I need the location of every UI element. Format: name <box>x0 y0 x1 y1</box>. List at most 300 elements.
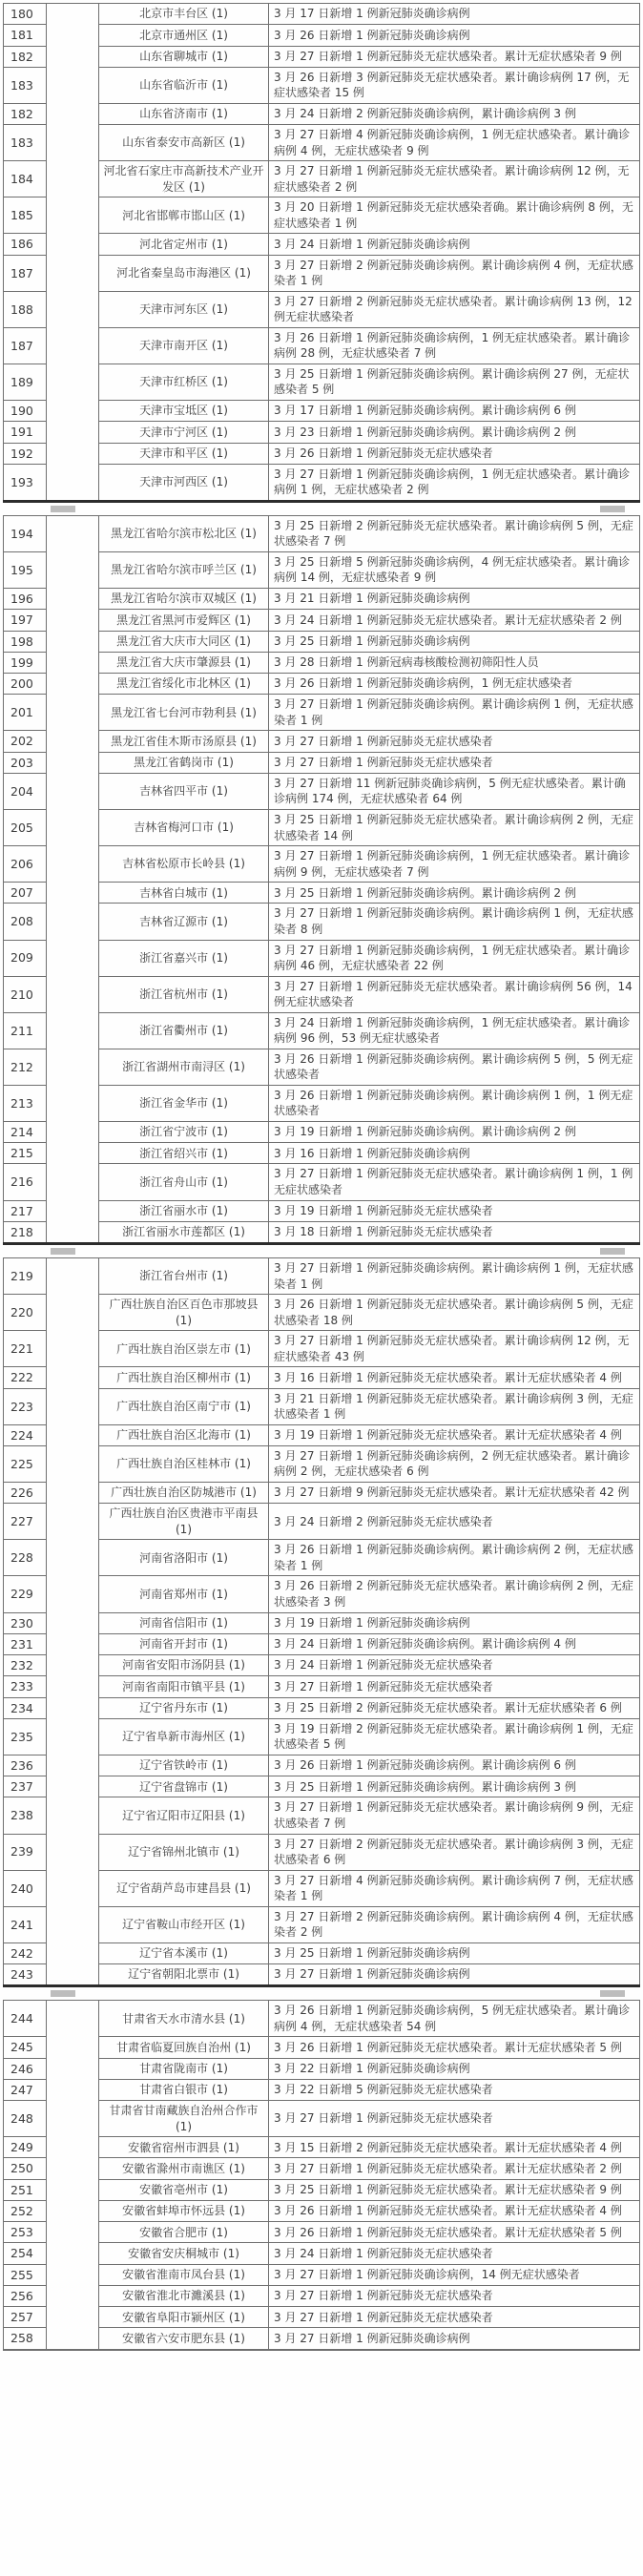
table-row <box>4 2200 640 2221</box>
location-cell: 黑龙江省大庆市肇源县 (1) <box>99 652 269 673</box>
table-row <box>4 940 640 976</box>
table-row <box>4 103 640 124</box>
spacer-cell <box>47 2200 99 2221</box>
detail-cell: 3 月 25 日新增 1 例新冠肺炎无症状感染者。累计无症状感染者 9 例 <box>269 2179 640 2200</box>
location-cell: 浙江省湖州市南浔区 (1) <box>99 1049 269 1085</box>
location-cell: 安徽省淮北市濉溪县 (1) <box>99 2285 269 2306</box>
detail-cell: 3 月 27 日新增 1 例新冠肺炎无症状感染者 <box>269 2285 640 2306</box>
table-row <box>4 2222 640 2243</box>
location-cell: 天津市红桥区 (1) <box>99 364 269 400</box>
row-number-cell: 217 <box>4 1200 47 1221</box>
table-row <box>4 589 640 610</box>
detail-cell: 3 月 23 日新增 1 例新冠肺炎确诊病例。累计确诊病例 2 例 <box>269 422 640 443</box>
spacer-cell <box>47 1540 99 1576</box>
detail-cell: 3 月 16 日新增 1 例新冠肺炎确诊病例 <box>269 1143 640 1164</box>
location-cell: 浙江省宁波市 (1) <box>99 1121 269 1142</box>
detail-cell: 3 月 17 日新增 1 例新冠肺炎确诊病例 <box>269 4 640 25</box>
detail-cell: 3 月 26 日新增 1 例新冠肺炎确诊病例。累计确诊病例 5 例，5 例无症状感染者 <box>269 1049 640 1085</box>
row-number-cell: 191 <box>4 422 47 443</box>
spacer-cell <box>47 1755 99 1776</box>
location-cell: 天津市宁河区 (1) <box>99 422 269 443</box>
location-cell: 河北省秦皇岛市海港区 (1) <box>99 255 269 291</box>
location-cell: 广西壮族自治区贵港市平南县 (1) <box>99 1504 269 1540</box>
location-cell: 辽宁省丹东市 (1) <box>99 1697 269 1718</box>
spacer-cell <box>47 464 99 501</box>
break-handle-right-icon <box>600 506 625 512</box>
table-row <box>4 1942 640 1963</box>
spacer-cell <box>47 1367 99 1388</box>
row-number-cell: 234 <box>4 1697 47 1718</box>
location-cell: 山东省聊城市 (1) <box>99 46 269 67</box>
section-page-break <box>3 1987 640 2000</box>
detail-cell: 3 月 24 日新增 1 例新冠肺炎确诊病例，1 例无症状感染者。累计确诊病例 96 例，53 例无症状感染者 <box>269 1012 640 1049</box>
table-row <box>4 1164 640 1200</box>
table-row <box>4 197 640 234</box>
table-row <box>4 1776 640 1797</box>
table-row <box>4 4 640 25</box>
table-row <box>4 2158 640 2179</box>
location-cell: 河南省信阳市 (1) <box>99 1612 269 1633</box>
location-cell: 甘肃省陇南市 (1) <box>99 2058 269 2079</box>
table-row <box>4 2001 640 2037</box>
spacer-cell <box>47 695 99 731</box>
location-cell: 天津市河西区 (1) <box>99 464 269 501</box>
table-row <box>4 327 640 364</box>
detail-cell: 3 月 25 日新增 2 例新冠肺炎无症状感染者。累计无症状感染者 6 例 <box>269 1697 640 1718</box>
location-cell: 广西壮族自治区防城港市 (1) <box>99 1483 269 1504</box>
spacer-cell <box>47 2179 99 2200</box>
table-row <box>4 161 640 197</box>
detail-cell: 3 月 21 日新增 1 例新冠肺炎无症状感染者。累计确诊病例 3 例，无症状感染者 1 例 <box>269 1388 640 1424</box>
location-cell: 北京市通州区 (1) <box>99 25 269 46</box>
table-row <box>4 610 640 631</box>
detail-cell: 3 月 27 日新增 9 例新冠肺炎无症状感染者。累计无症状感染者 42 例 <box>269 1483 640 1504</box>
row-number-cell: 221 <box>4 1331 47 1367</box>
table-row <box>4 1964 640 1986</box>
detail-cell: 3 月 26 日新增 1 例新冠肺炎确诊病例。累计确诊病例 1 例，1 例无症状感染者 <box>269 1085 640 1121</box>
detail-cell: 3 月 19 日新增 1 例新冠肺炎无症状感染者。累计无症状感染者 4 例 <box>269 1424 640 1445</box>
table-row <box>4 1576 640 1612</box>
break-handle-left-icon <box>51 1248 75 1255</box>
detail-cell: 3 月 27 日新增 4 例新冠肺炎确诊病例。累计确诊病例 7 例，无症状感染者 1 例 <box>269 1870 640 1906</box>
spacer-cell <box>47 1942 99 1963</box>
row-number-cell: 182 <box>4 103 47 124</box>
row-number-cell: 235 <box>4 1718 47 1755</box>
row-number-cell: 244 <box>4 2001 47 2037</box>
table-row <box>4 1718 640 1755</box>
row-number-cell: 189 <box>4 364 47 400</box>
location-cell: 河南省洛阳市 (1) <box>99 1540 269 1576</box>
detail-cell: 3 月 25 日新增 1 例新冠肺炎确诊病例。累计确诊病例 3 例 <box>269 1776 640 1797</box>
spacer-cell <box>47 1834 99 1870</box>
table-row <box>4 2264 640 2285</box>
table-row <box>4 731 640 752</box>
spacer-cell <box>47 67 99 103</box>
location-cell: 浙江省丽水市 (1) <box>99 1200 269 1221</box>
table-row <box>4 2137 640 2158</box>
spacer-cell <box>47 1483 99 1504</box>
spacer-cell <box>47 631 99 652</box>
location-cell: 甘肃省甘南藏族自治州合作市 (1) <box>99 2101 269 2137</box>
table-row <box>4 2285 640 2306</box>
detail-cell: 3 月 26 日新增 1 例新冠肺炎确诊病例，1 例无症状感染者 <box>269 674 640 695</box>
spacer-cell <box>47 1964 99 1986</box>
location-cell: 山东省济南市 (1) <box>99 103 269 124</box>
spacer-cell <box>47 2328 99 2350</box>
location-cell: 安徽省蚌埠市怀远县 (1) <box>99 2200 269 2221</box>
spacer-cell <box>47 1424 99 1445</box>
spacer-cell <box>47 1797 99 1834</box>
table-row <box>4 1504 640 1540</box>
row-number-cell: 257 <box>4 2307 47 2328</box>
location-cell: 安徽省宿州市泗县 (1) <box>99 2137 269 2158</box>
row-number-cell: 187 <box>4 327 47 364</box>
row-number-cell: 231 <box>4 1633 47 1654</box>
spacer-cell <box>47 752 99 773</box>
detail-cell: 3 月 27 日新增 1 例新冠肺炎无症状感染者 <box>269 2307 640 2328</box>
row-number-cell: 182 <box>4 46 47 67</box>
table-row <box>4 1258 640 1295</box>
detail-cell: 3 月 24 日新增 1 例新冠肺炎无症状感染者 <box>269 2243 640 2264</box>
row-number-cell: 194 <box>4 515 47 551</box>
spacer-cell <box>47 1121 99 1142</box>
detail-cell: 3 月 25 日新增 2 例新冠肺炎无症状感染者。累计确诊病例 5 例，无症状感染者 7 例 <box>269 515 640 551</box>
location-cell: 山东省泰安市高新区 (1) <box>99 125 269 161</box>
detail-cell: 3 月 25 日新增 1 例新冠肺炎确诊病例 <box>269 631 640 652</box>
location-cell: 天津市和平区 (1) <box>99 443 269 464</box>
spacer-cell <box>47 2079 99 2100</box>
row-number-cell: 219 <box>4 1258 47 1295</box>
location-cell: 黑龙江省绥化市北林区 (1) <box>99 674 269 695</box>
row-number-cell: 250 <box>4 2158 47 2179</box>
table-row <box>4 2101 640 2137</box>
spacer-cell <box>47 197 99 234</box>
row-number-cell: 223 <box>4 1388 47 1424</box>
detail-cell: 3 月 18 日新增 1 例新冠肺炎无症状感染者 <box>269 1221 640 1243</box>
table-row <box>4 1331 640 1367</box>
location-cell: 广西壮族自治区桂林市 (1) <box>99 1445 269 1482</box>
spacer-cell <box>47 652 99 673</box>
spacer-cell <box>47 674 99 695</box>
row-number-cell: 210 <box>4 976 47 1012</box>
location-cell: 辽宁省本溪市 (1) <box>99 1942 269 1963</box>
location-cell: 安徽省亳州市 (1) <box>99 2179 269 2200</box>
location-cell: 安徽省阜阳市颍州区 (1) <box>99 2307 269 2328</box>
detail-cell: 3 月 19 日新增 2 例新冠肺炎无症状感染者。累计确诊病例 1 例，无症状感染者 5 例 <box>269 1718 640 1755</box>
location-cell: 辽宁省鞍山市经开区 (1) <box>99 1906 269 1942</box>
detail-cell: 3 月 27 日新增 1 例新冠肺炎无症状感染者。累计确诊病例 1 例，1 例无症状感染者 <box>269 1164 640 1200</box>
spacer-cell <box>47 1906 99 1942</box>
row-number-cell: 195 <box>4 551 47 588</box>
detail-cell: 3 月 26 日新增 1 例新冠肺炎确诊病例。累计确诊病例 2 例，无症状感染者 1 例 <box>269 1540 640 1576</box>
location-cell: 黑龙江省哈尔滨市松北区 (1) <box>99 515 269 551</box>
location-cell: 浙江省金华市 (1) <box>99 1085 269 1121</box>
spacer-cell <box>47 1655 99 1676</box>
location-cell: 辽宁省盘锦市 (1) <box>99 1776 269 1797</box>
table-row <box>4 904 640 940</box>
spacer-cell <box>47 401 99 422</box>
location-cell: 吉林省松原市长岭县 (1) <box>99 846 269 883</box>
location-cell: 辽宁省葫芦岛市建昌县 (1) <box>99 1870 269 1906</box>
table-row <box>4 2179 640 2200</box>
spacer-cell <box>47 1200 99 1221</box>
spacer-cell <box>47 1012 99 1049</box>
row-number-cell: 246 <box>4 2058 47 2079</box>
section-page-break <box>3 1245 640 1257</box>
detail-cell: 3 月 27 日新增 1 例新冠肺炎确诊病例。累计确诊病例 1 例，无症状感染者 8 例 <box>269 904 640 940</box>
spacer-cell <box>47 1504 99 1540</box>
table-row <box>4 2058 640 2079</box>
location-cell: 广西壮族自治区百色市那坡县 (1) <box>99 1295 269 1331</box>
detail-cell: 3 月 17 日新增 1 例新冠肺炎确诊病例。累计确诊病例 6 例 <box>269 401 640 422</box>
table-row <box>4 125 640 161</box>
table-row <box>4 1612 640 1633</box>
location-cell: 广西壮族自治区北海市 (1) <box>99 1424 269 1445</box>
table-row <box>4 464 640 501</box>
location-cell: 黑龙江省鹤岗市 (1) <box>99 752 269 773</box>
detail-cell: 3 月 24 日新增 1 例新冠肺炎无症状感染者。累计无症状感染者 2 例 <box>269 610 640 631</box>
location-cell: 浙江省舟山市 (1) <box>99 1164 269 1200</box>
detail-cell: 3 月 27 日新增 11 例新冠肺炎确诊病例，5 例无症状感染者。累计确诊病例 174 例，无症状感染者 64 例 <box>269 773 640 809</box>
row-number-cell: 253 <box>4 2222 47 2243</box>
table-row <box>4 674 640 695</box>
row-number-cell: 236 <box>4 1755 47 1776</box>
table-row <box>4 695 640 731</box>
detail-cell: 3 月 26 日新增 1 例新冠肺炎无症状感染者。累计无症状感染者 4 例 <box>269 2200 640 2221</box>
location-cell: 天津市宝坻区 (1) <box>99 401 269 422</box>
spacer-cell <box>47 2137 99 2158</box>
spacer-cell <box>47 46 99 67</box>
row-number-cell: 214 <box>4 1121 47 1142</box>
location-cell: 安徽省六安市肥东县 (1) <box>99 2328 269 2350</box>
row-number-cell: 245 <box>4 2037 47 2058</box>
row-number-cell: 254 <box>4 2243 47 2264</box>
row-number-cell: 207 <box>4 883 47 904</box>
spacer-cell <box>47 1697 99 1718</box>
location-cell: 浙江省衢州市 (1) <box>99 1012 269 1049</box>
table-row <box>4 1870 640 1906</box>
location-cell: 辽宁省朝阳北票市 (1) <box>99 1964 269 1986</box>
detail-cell: 3 月 27 日新增 1 例新冠肺炎无症状感染者。累计无症状感染者 2 例 <box>269 2158 640 2179</box>
table-row <box>4 2079 640 2100</box>
table-row <box>4 1200 640 1221</box>
row-number-cell: 233 <box>4 1676 47 1697</box>
spacer-cell <box>47 2307 99 2328</box>
row-number-cell: 249 <box>4 2137 47 2158</box>
table-row <box>4 2328 640 2350</box>
location-cell: 山东省临沂市 (1) <box>99 67 269 103</box>
detail-cell: 3 月 24 日新增 2 例新冠肺炎确诊病例，累计确诊病例 3 例 <box>269 103 640 124</box>
row-number-cell: 247 <box>4 2079 47 2100</box>
table-row <box>4 846 640 883</box>
location-cell: 吉林省梅河口市 (1) <box>99 809 269 845</box>
table-row <box>4 1143 640 1164</box>
row-number-cell: 229 <box>4 1576 47 1612</box>
table-row <box>4 364 640 400</box>
detail-cell: 3 月 25 日新增 1 例新冠肺炎无症状感染者。累计确诊病例 2 例，无症状感染者 14 例 <box>269 809 640 845</box>
row-number-cell: 228 <box>4 1540 47 1576</box>
location-cell: 甘肃省白银市 (1) <box>99 2079 269 2100</box>
row-number-cell: 203 <box>4 752 47 773</box>
row-number-cell: 199 <box>4 652 47 673</box>
detail-cell: 3 月 27 日新增 2 例新冠肺炎确诊病例。累计确诊病例 4 例，无症状感染者 1 例 <box>269 255 640 291</box>
spacer-cell <box>47 327 99 364</box>
row-number-cell: 213 <box>4 1085 47 1121</box>
location-cell: 辽宁省阜新市海州区 (1) <box>99 1718 269 1755</box>
row-number-cell: 256 <box>4 2285 47 2306</box>
spacer-cell <box>47 291 99 327</box>
location-cell: 浙江省杭州市 (1) <box>99 976 269 1012</box>
location-cell: 甘肃省临夏回族自治州 (1) <box>99 2037 269 2058</box>
table-row <box>4 422 640 443</box>
table-row <box>4 883 640 904</box>
table-row <box>4 1049 640 1085</box>
spacer-cell <box>47 255 99 291</box>
table-row <box>4 1295 640 1331</box>
detail-cell: 3 月 27 日新增 1 例新冠肺炎确诊病例 <box>269 2328 640 2350</box>
detail-cell: 3 月 19 日新增 1 例新冠肺炎确诊病例。累计确诊病例 2 例 <box>269 1121 640 1142</box>
spacer-cell <box>47 1258 99 1295</box>
location-cell: 吉林省辽源市 (1) <box>99 904 269 940</box>
table-row <box>4 1540 640 1576</box>
detail-cell: 3 月 27 日新增 1 例新冠肺炎无症状感染者 <box>269 2101 640 2137</box>
row-number-cell: 192 <box>4 443 47 464</box>
row-number-cell: 209 <box>4 940 47 976</box>
detail-cell: 3 月 27 日新增 2 例新冠肺炎无症状感染者。累计确诊病例 13 例，12 例无症状感染者 <box>269 291 640 327</box>
spacer-cell <box>47 809 99 845</box>
detail-cell: 3 月 22 日新增 5 例新冠肺炎无症状感染者 <box>269 2079 640 2100</box>
detail-cell: 3 月 27 日新增 1 例新冠肺炎无症状感染者 <box>269 752 640 773</box>
spacer-cell <box>47 2001 99 2037</box>
spacer-cell <box>47 1612 99 1633</box>
row-number-cell: 227 <box>4 1504 47 1540</box>
row-number-cell: 200 <box>4 674 47 695</box>
table-row <box>4 976 640 1012</box>
detail-cell: 3 月 27 日新增 1 例新冠肺炎确诊病例，1 例无症状感染者。累计确诊病例 9 例，无症状感染者 7 例 <box>269 846 640 883</box>
row-number-cell: 181 <box>4 25 47 46</box>
row-number-cell: 202 <box>4 731 47 752</box>
table-row <box>4 46 640 67</box>
location-cell: 河南省郑州市 (1) <box>99 1576 269 1612</box>
location-cell: 河南省安阳市汤阴县 (1) <box>99 1655 269 1676</box>
spacer-cell <box>47 1576 99 1612</box>
detail-cell: 3 月 16 日新增 1 例新冠肺炎无症状感染者。累计无症状感染者 4 例 <box>269 1367 640 1388</box>
spacer-cell <box>47 1870 99 1906</box>
break-handle-right-icon <box>600 1990 625 1997</box>
table-row <box>4 631 640 652</box>
location-cell: 河南省开封市 (1) <box>99 1633 269 1654</box>
detail-cell: 3 月 26 日新增 1 例新冠肺炎确诊病例。累计确诊病例 6 例 <box>269 1755 640 1776</box>
detail-cell: 3 月 27 日新增 1 例新冠肺炎无症状感染者。累计无症状感染者 9 例 <box>269 46 640 67</box>
row-number-cell: 248 <box>4 2101 47 2137</box>
detail-cell: 3 月 27 日新增 1 例新冠肺炎确诊病例。累计确诊病例 1 例，无症状感染者 1 例 <box>269 695 640 731</box>
location-cell: 广西壮族自治区南宁市 (1) <box>99 1388 269 1424</box>
table-row <box>4 1367 640 1388</box>
spacer-cell <box>47 515 99 551</box>
row-number-cell: 188 <box>4 291 47 327</box>
detail-cell: 3 月 24 日新增 1 例新冠肺炎无症状感染者 <box>269 1655 640 1676</box>
location-cell: 黑龙江省大庆市大同区 (1) <box>99 631 269 652</box>
spacer-cell <box>47 610 99 631</box>
row-number-cell: 193 <box>4 464 47 501</box>
detail-cell: 3 月 20 日新增 1 例新冠肺炎无症状感染者确。累计确诊病例 8 例，无症状感染者 1 例 <box>269 197 640 234</box>
location-cell: 辽宁省锦州北镇市 (1) <box>99 1834 269 1870</box>
location-cell: 河北省邯郸市邯山区 (1) <box>99 197 269 234</box>
case-table-section <box>3 1257 640 1987</box>
row-number-cell: 239 <box>4 1834 47 1870</box>
location-cell: 黑龙江省哈尔滨市呼兰区 (1) <box>99 551 269 588</box>
table-row <box>4 401 640 422</box>
table-row <box>4 1012 640 1049</box>
table-row <box>4 234 640 255</box>
spacer-cell <box>47 4 99 25</box>
spacer-cell <box>47 2158 99 2179</box>
case-table-section <box>3 3 640 503</box>
detail-cell: 3 月 24 日新增 1 例新冠肺炎确诊病例 <box>269 234 640 255</box>
detail-cell: 3 月 26 日新增 1 例新冠肺炎确诊病例 <box>269 25 640 46</box>
table-row <box>4 1755 640 1776</box>
spacer-cell <box>47 1331 99 1367</box>
spacer-cell <box>47 1676 99 1697</box>
location-cell: 安徽省滁州市南谯区 (1) <box>99 2158 269 2179</box>
location-cell: 安徽省合肥市 (1) <box>99 2222 269 2243</box>
location-cell: 浙江省嘉兴市 (1) <box>99 940 269 976</box>
section-page-break <box>3 503 640 515</box>
row-number-cell: 190 <box>4 401 47 422</box>
table-row <box>4 1424 640 1445</box>
detail-cell: 3 月 19 日新增 1 例新冠肺炎无症状感染者 <box>269 1200 640 1221</box>
location-cell: 河北省石家庄市高新技术产业开发区 (1) <box>99 161 269 197</box>
table-row <box>4 255 640 291</box>
spacer-cell <box>47 1776 99 1797</box>
row-number-cell: 196 <box>4 589 47 610</box>
table-row <box>4 1633 640 1654</box>
table-row <box>4 809 640 845</box>
row-number-cell: 184 <box>4 161 47 197</box>
row-number-cell: 206 <box>4 846 47 883</box>
detail-cell: 3 月 26 日新增 1 例新冠肺炎无症状感染者。累计无症状感染者 5 例 <box>269 2222 640 2243</box>
row-number-cell: 187 <box>4 255 47 291</box>
location-cell: 黑龙江省七台河市勃利县 (1) <box>99 695 269 731</box>
table-row <box>4 1085 640 1121</box>
spacer-cell <box>47 2243 99 2264</box>
row-number-cell: 243 <box>4 1964 47 1986</box>
detail-cell: 3 月 26 日新增 2 例新冠肺炎无症状感染者。累计确诊病例 2 例，无症状感染者 3 例 <box>269 1576 640 1612</box>
row-number-cell: 215 <box>4 1143 47 1164</box>
table-row <box>4 515 640 551</box>
spacer-cell <box>47 589 99 610</box>
detail-cell: 3 月 27 日新增 1 例新冠肺炎确诊病例，2 例无症状感染者。累计确诊病例 2 例，无症状感染者 6 例 <box>269 1445 640 1482</box>
table-row <box>4 1445 640 1482</box>
table-row <box>4 1483 640 1504</box>
row-number-cell: 226 <box>4 1483 47 1504</box>
row-number-cell: 216 <box>4 1164 47 1200</box>
detail-cell: 3 月 15 日新增 2 例新冠肺炎无症状感染者。累计无症状感染者 4 例 <box>269 2137 640 2158</box>
row-number-cell: 237 <box>4 1776 47 1797</box>
break-handle-left-icon <box>51 1990 75 1997</box>
row-number-cell: 241 <box>4 1906 47 1942</box>
spacer-cell <box>47 364 99 400</box>
location-cell: 辽宁省辽阳市辽阳县 (1) <box>99 1797 269 1834</box>
row-number-cell: 225 <box>4 1445 47 1482</box>
detail-cell: 3 月 26 日新增 1 例新冠肺炎无症状感染者 <box>269 443 640 464</box>
row-number-cell: 183 <box>4 125 47 161</box>
location-cell: 浙江省绍兴市 (1) <box>99 1143 269 1164</box>
row-number-cell: 240 <box>4 1870 47 1906</box>
table-row <box>4 1121 640 1142</box>
detail-cell: 3 月 27 日新增 1 例新冠肺炎无症状感染者。累计确诊病例 12 例，无症状感染者 2 例 <box>269 161 640 197</box>
detail-cell: 3 月 25 日新增 1 例新冠肺炎确诊病例。累计确诊病例 2 例 <box>269 883 640 904</box>
